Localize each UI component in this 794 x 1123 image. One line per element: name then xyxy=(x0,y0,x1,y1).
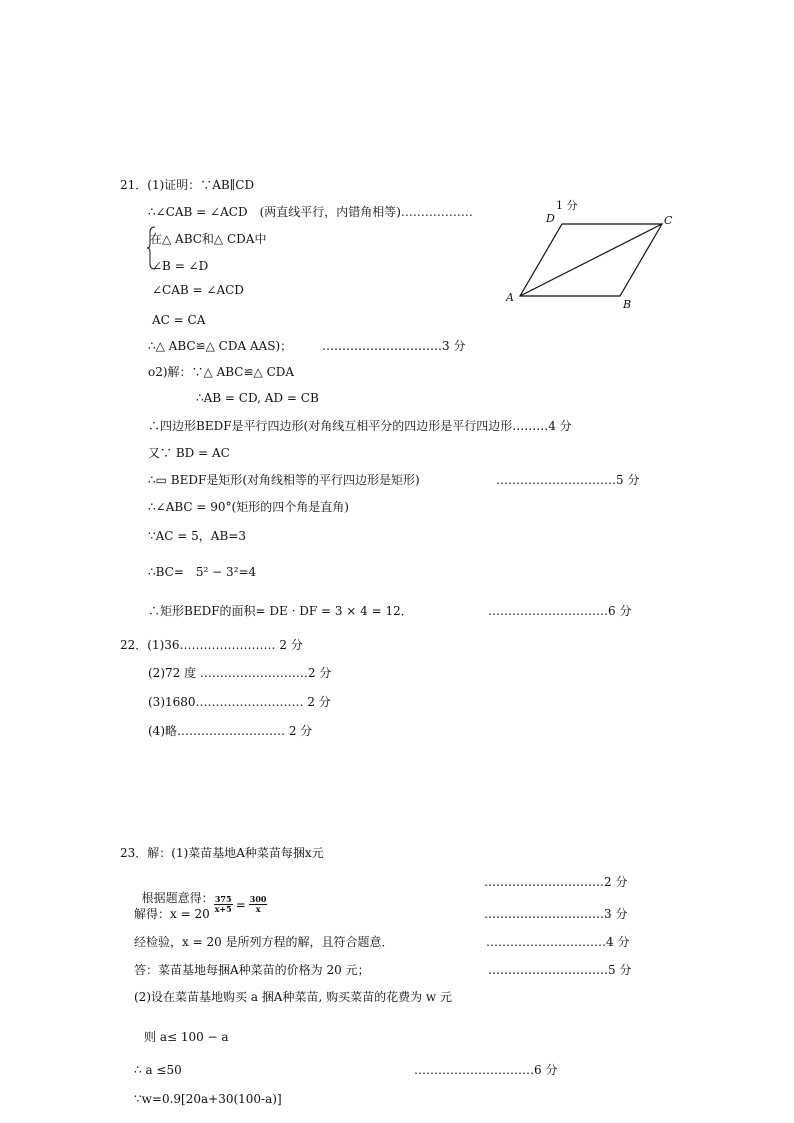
q21-line-15: ∴矩形BEDF的面积= DE · DF = 3 × 4 = 12． xyxy=(148,604,413,618)
fraction-1: $\frac{375}{x+5}$ xyxy=(214,894,232,914)
q23-line-2-score: …………………………3 分 xyxy=(484,907,628,921)
q21-line-9: ∴四边形BEDF是平行四边形(对角线互相平分的四边形是平行四边形………4 分 xyxy=(148,419,572,433)
q21-line-1: ∴∠CAB = ∠ACD (两直线平行，内错角相等)……………… xyxy=(148,205,473,219)
q22-line-3: (3)1680……………………… 2 分 xyxy=(148,695,331,709)
q21-line-5: AC = CA xyxy=(152,313,206,327)
q23-line-7-score: …………………………6 分 xyxy=(414,1063,558,1077)
q21-line-13: ∵AC = 5，AB=3 xyxy=(148,529,246,543)
q21-line-8: ∴AB = CD, AD = CB xyxy=(196,391,319,405)
q21-line-7: o2)解：∵△ ABC≌△ CDA xyxy=(148,365,295,379)
q23-line-4: 答：菜苗基地每捆A种菜苗的价格为 20 元； xyxy=(134,963,370,977)
parallelogram-diagram xyxy=(498,200,678,315)
q21-heading: 21．(1)证明：∵AB∥CD xyxy=(120,178,255,192)
label-d: D xyxy=(546,212,555,225)
q21-line-14: ∴BC= 5² − 3²=4 xyxy=(148,565,257,579)
q21-line-3: ∠B = ∠D xyxy=(152,259,209,273)
q23-line-4-score: …………………………5 分 xyxy=(488,963,632,977)
q23-line-1-text: 根据题意得： xyxy=(141,891,214,905)
q22-line-4: (4)略……………………… 2 分 xyxy=(148,724,313,738)
q21-line-1-score: 1 分 xyxy=(556,199,578,212)
q21-line-12: ∴∠ABC = 90°(矩形的四个角是直角) xyxy=(148,500,349,514)
q23-line-7: ∴ a ≤50 xyxy=(134,1063,182,1077)
q21-line-2: 在△ ABC和△ CDA中 xyxy=(150,232,267,246)
q23-line-6: 则 a≤ 100 − a xyxy=(144,1030,229,1044)
q21-line-6-score: …………………………3 分 xyxy=(322,339,466,353)
q23-line-5: (2)设在菜苗基地购买 a 捆A种菜苗, 购买菜苗的花费为 w 元 xyxy=(134,990,452,1004)
q22-line-2: (2)72 度 ………………………2 分 xyxy=(148,666,332,680)
equation xyxy=(214,895,268,914)
q22-line-1: 22．(1)36…………………… 2 分 xyxy=(120,638,303,652)
q21-line-6: ∴△ ABC≌△ CDA AAS)； xyxy=(148,339,293,353)
q21-line-11-score: …………………………5 分 xyxy=(496,473,640,487)
equals-sign: = xyxy=(235,897,246,912)
q23-line-3-score: …………………………4 分 xyxy=(486,935,630,949)
q21-line-11: ∴▭ BEDF是矩形(对角线相等的平行四边形是矩形) xyxy=(148,473,420,487)
q21-line-15-score: …………………………6 分 xyxy=(488,604,632,618)
q23-line-2: 解得：x = 20 xyxy=(134,907,210,921)
q21-line-10: 又∵ BD = AC xyxy=(148,446,230,460)
q23-line-3: 经检验，x = 20 是所列方程的解，且符合题意． xyxy=(134,935,394,949)
label-c: C xyxy=(664,214,673,227)
fraction-2: $\frac{300}{x}$ xyxy=(249,894,267,914)
q23-line-8: ∵w=0.9[20a+30(100-a)] xyxy=(134,1092,282,1106)
q21-line-4: ∠CAB = ∠ACD xyxy=(152,283,244,297)
label-a: A xyxy=(506,291,514,304)
label-b: B xyxy=(623,298,632,311)
q23-line-1-score: …………………………2 分 xyxy=(484,875,628,889)
q23-heading: 23．解：(1)菜苗基地A种菜苗每捆x元 xyxy=(120,846,324,860)
